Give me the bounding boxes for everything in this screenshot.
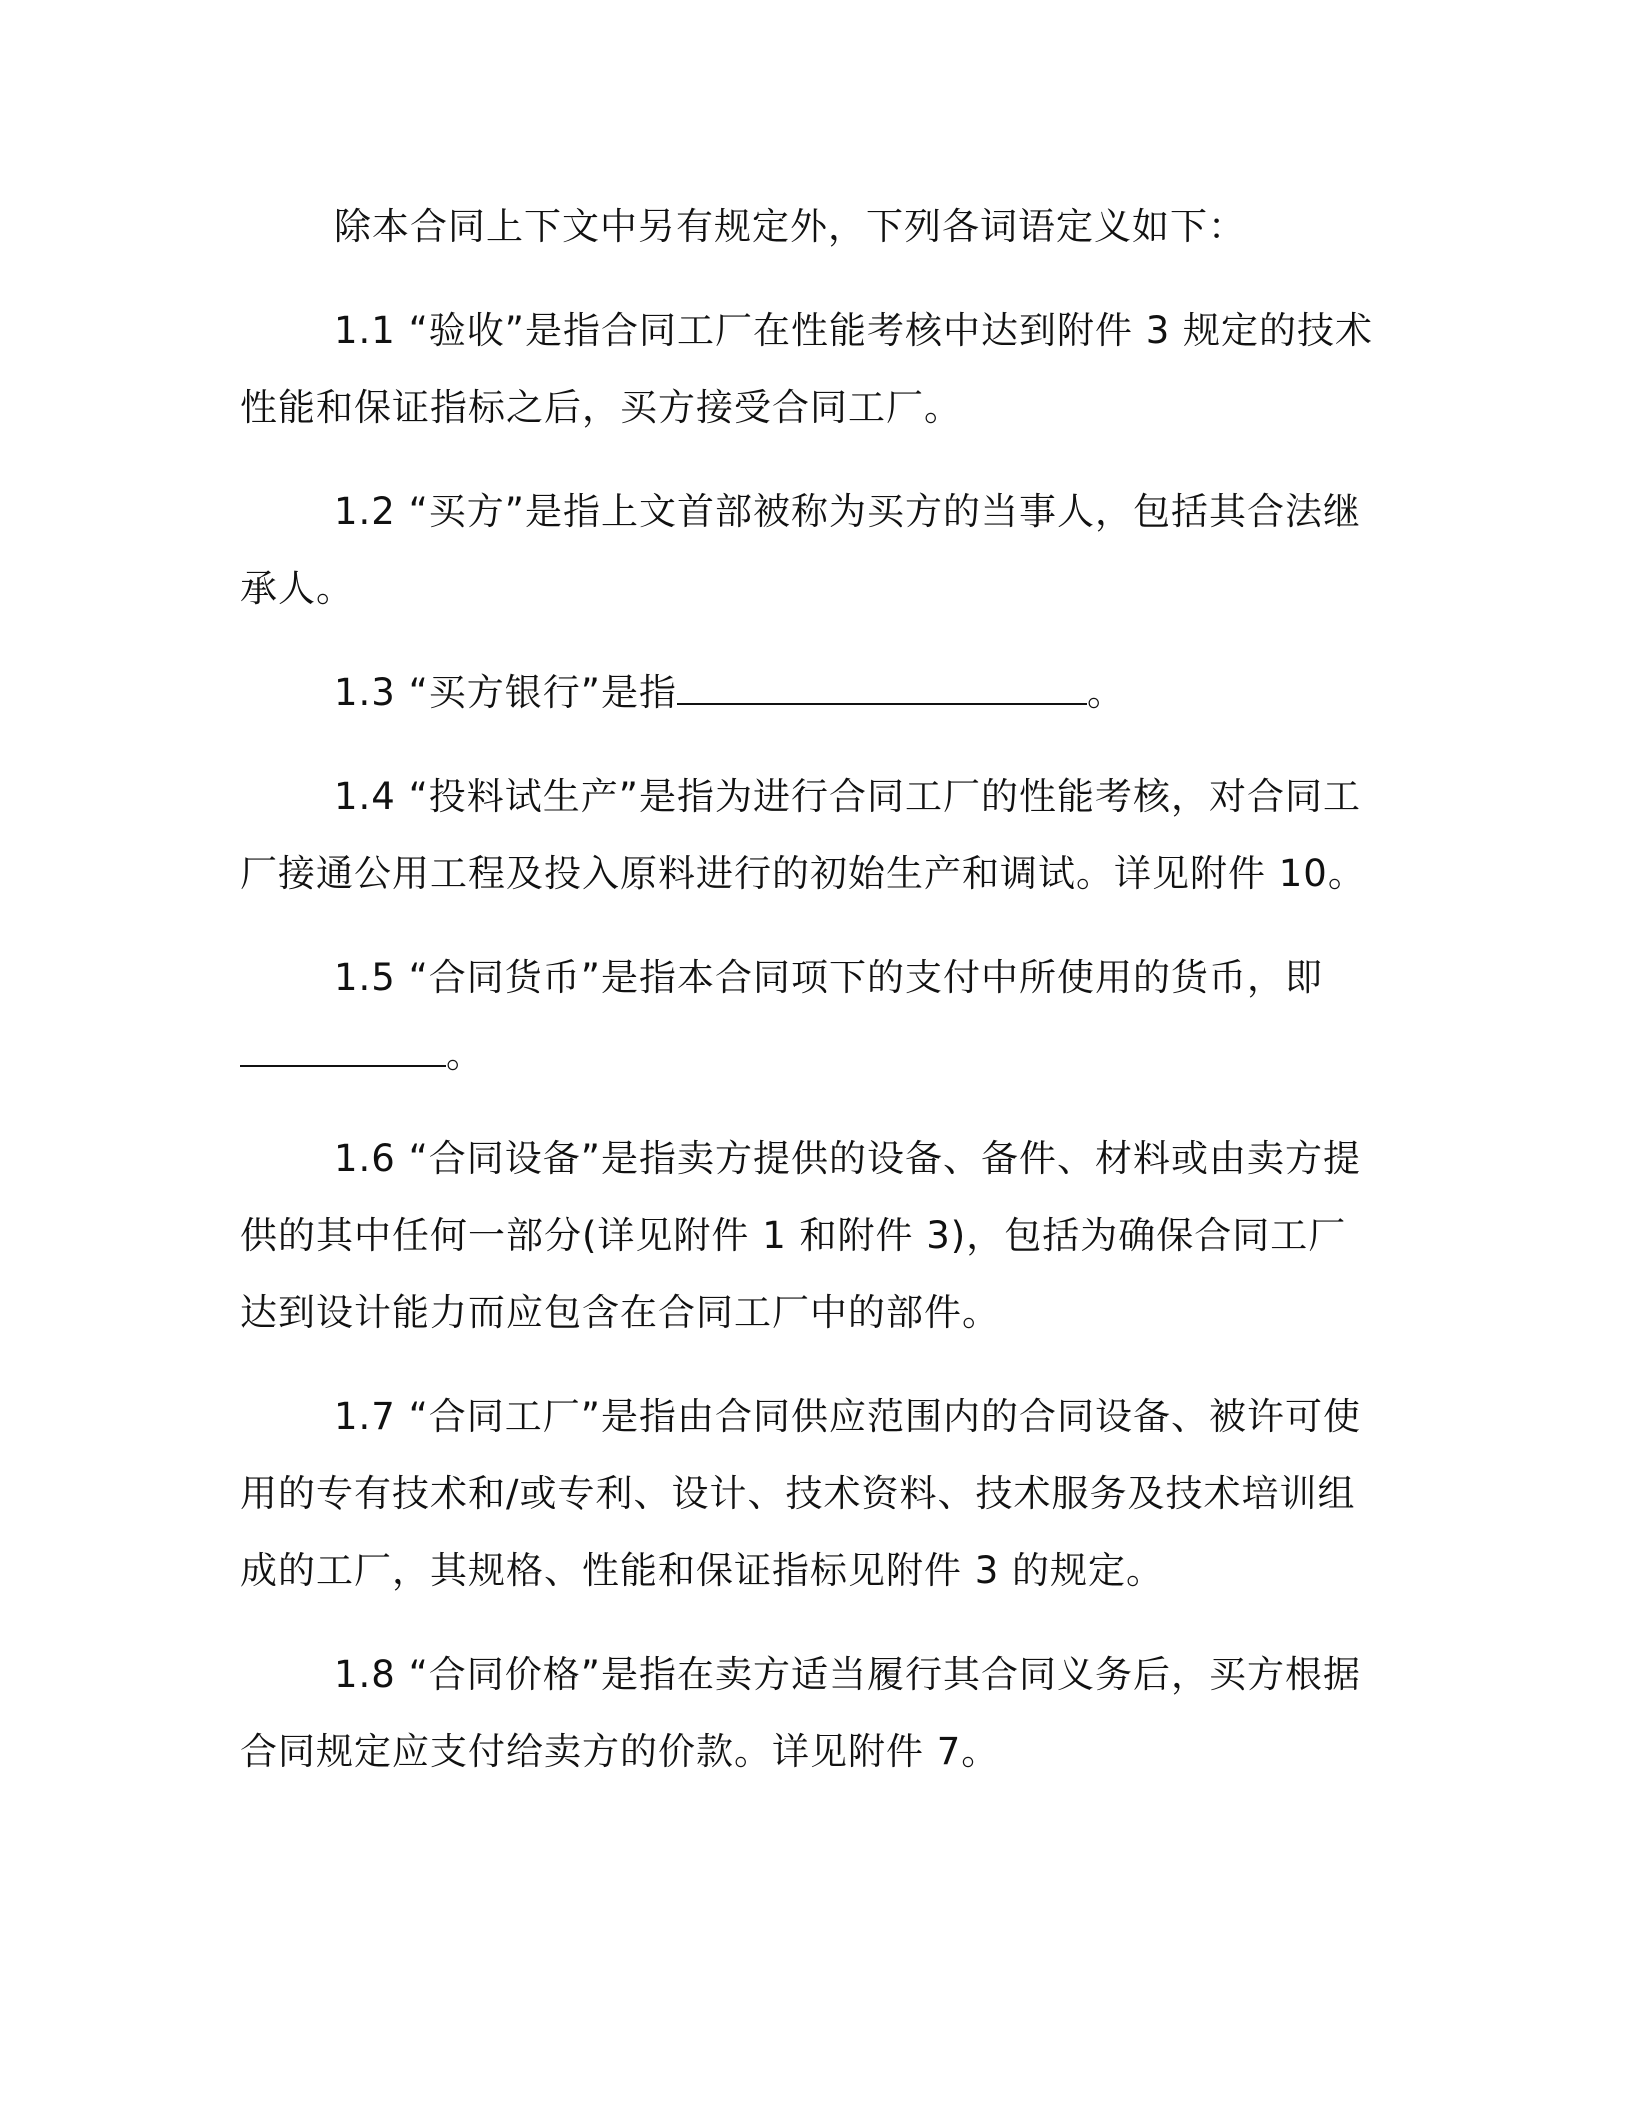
clause-1-5-end: 。 xyxy=(446,1033,484,1076)
clause-1-3-end: 。 xyxy=(1086,671,1125,714)
clause-1-3 xyxy=(240,654,1380,731)
clause-1-7: 1.7 “合同工厂”是指由合同供应范围内的合同设备、被许可使用的专有技术和/或专利、设计、技术资料、技术服务及技术培训组成的工厂，其规格、性能和保证指标见附件 3 的规定。 xyxy=(240,1395,1361,1592)
clause-1-2: 1.2 “买方”是指上文首部被称为买方的当事人，包括其合法继承人。 xyxy=(240,490,1361,610)
clause-1-6: 1.6 “合同设备”是指卖方提供的设备、备件、材料或由卖方提供的其中任何一部分(详见附件 1 和附件 3)，包括为确保合同工厂达到设计能力而应包含在合同工厂中的部件。 xyxy=(240,1137,1361,1334)
clause-1-5-text: 1.5 “合同货币”是指本合同项下的支付中所使用的货币，即 xyxy=(334,956,1323,999)
buyer-bank-blank xyxy=(677,673,1087,705)
clause-1-5 xyxy=(240,939,1380,1093)
intro-paragraph: 除本合同上下文中另有规定外，下列各词语定义如下： xyxy=(334,205,1246,248)
clause-1-1: 1.1 “验收”是指合同工厂在性能考核中达到附件 3 规定的技术性能和保证指标之后，买方接受合同工厂。 xyxy=(240,309,1374,429)
contract-currency-blank xyxy=(240,1035,446,1067)
document-body xyxy=(240,188,1380,1790)
clause-1-3-text: 1.3 “买方银行”是指 xyxy=(334,671,677,714)
clause-1-4: 1.4 “投料试生产”是指为进行合同工厂的性能考核，对合同工厂接通公用工程及投入原料进行的初始生产和调试。详见附件 10。 xyxy=(240,775,1366,895)
clause-1-8: 1.8 “合同价格”是指在卖方适当履行其合同义务后，买方根据合同规定应支付给卖方的价款。详见附件 7。 xyxy=(240,1653,1361,1773)
